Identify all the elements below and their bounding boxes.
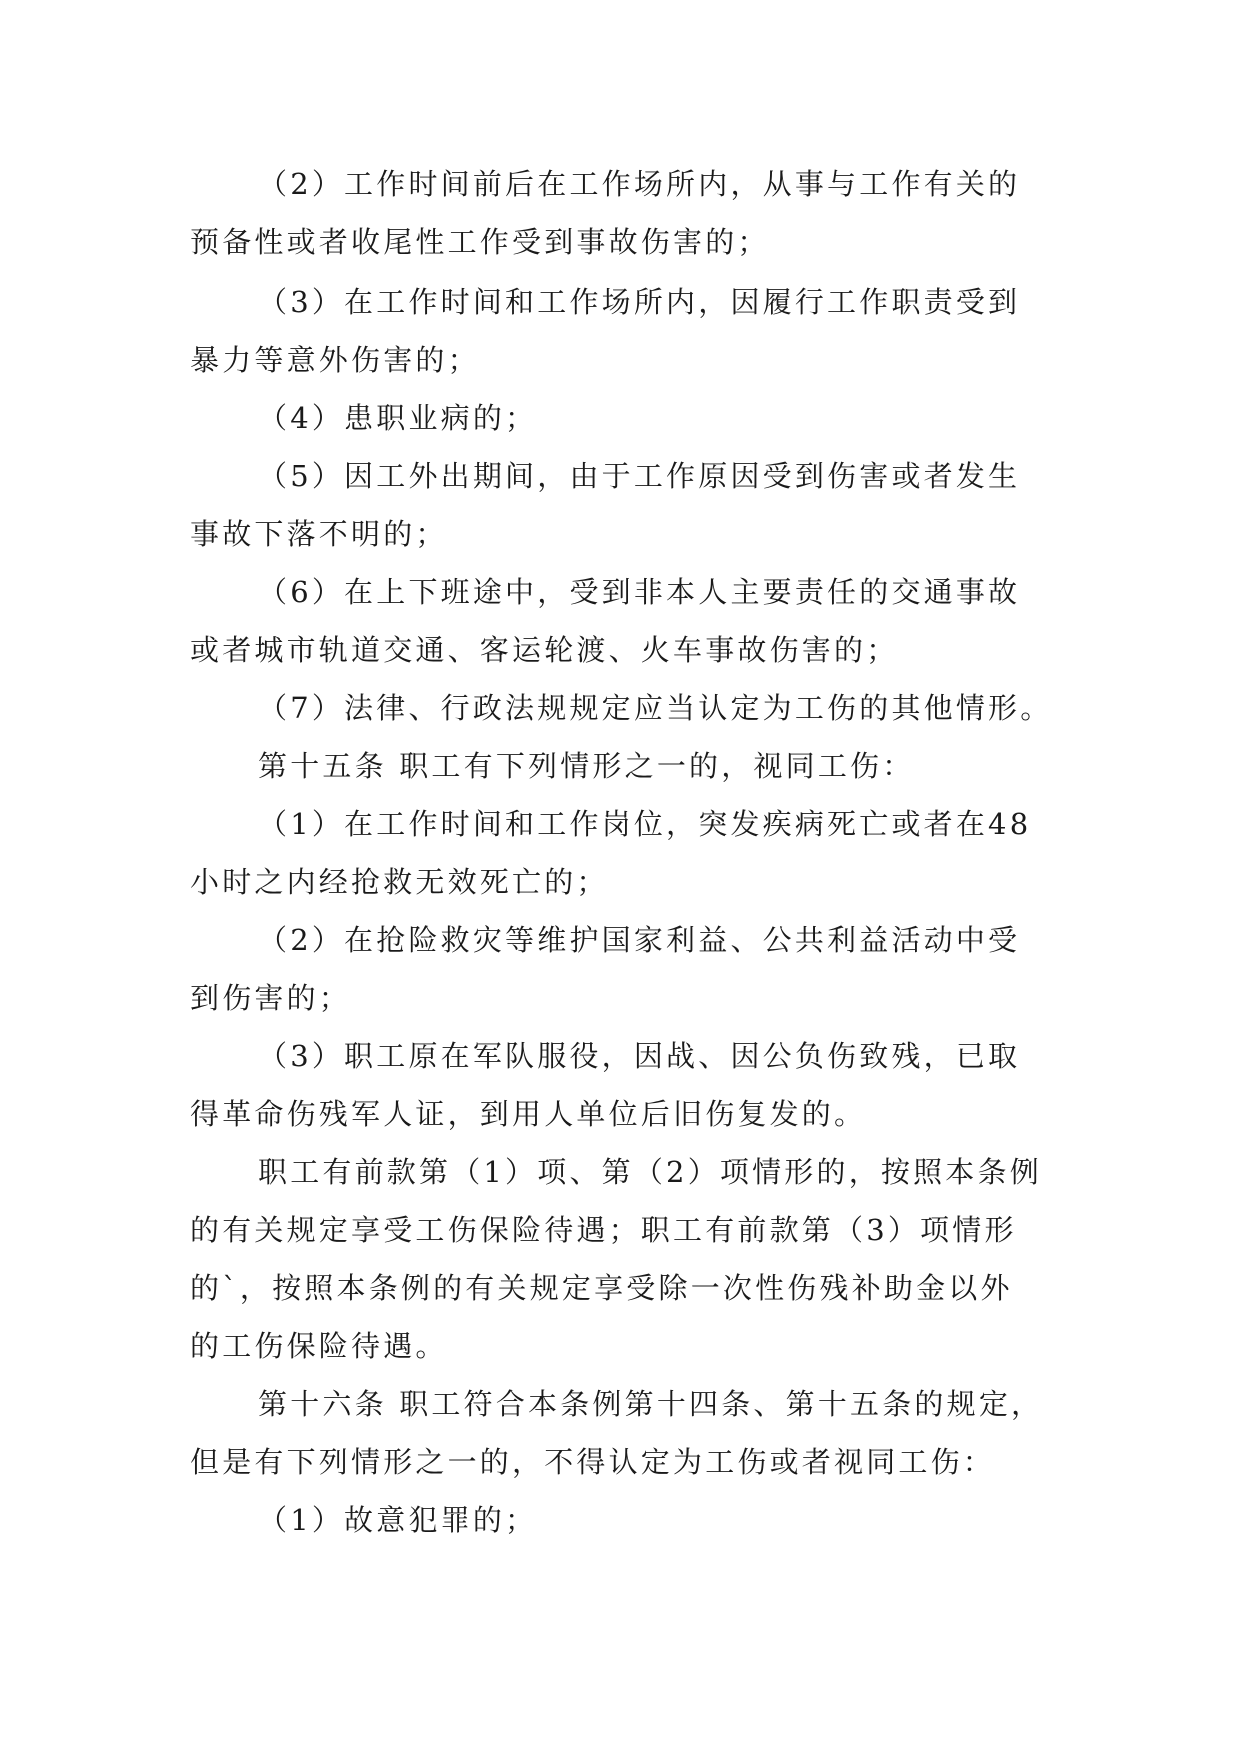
text-line-art15-item-1-start: （1）在工作时间和工作岗位，突发疾病死亡或者在48 xyxy=(258,807,1032,841)
text-line-art15-para-2: 的有关规定享受工伤保险待遇；职工有前款第（3）项情形 xyxy=(190,1213,1017,1247)
text-line-item-2-start: （2）工作时间前后在工作场所内，从事与工作有关的 xyxy=(258,167,1021,201)
text-line-item-5-end: 事故下落不明的； xyxy=(190,517,448,551)
article-15-heading: 第十五条 职工有下列情形之一的，视同工伤： xyxy=(258,749,915,783)
text-line-art15-item-3-end: 得革命伤残军人证，到用人单位后旧伤复发的。 xyxy=(190,1097,867,1131)
text-line-art15-para-3: 的`，按照本条例的有关规定享受除一次性伤残补助金以外 xyxy=(190,1271,1013,1305)
text-line-item-3-start: （3）在工作时间和工作场所内，因履行工作职责受到 xyxy=(258,285,1021,319)
text-line-item-6-start: （6）在上下班途中，受到非本人主要责任的交通事故 xyxy=(258,575,1021,609)
text-line-art15-item-1-end: 小时之内经抢救无效死亡的； xyxy=(190,865,609,899)
text-line-item-6-end: 或者城市轨道交通、客运轮渡、火车事故伤害的； xyxy=(190,633,899,667)
text-line-art15-item-2-start: （2）在抢险救灾等维护国家利益、公共利益活动中受 xyxy=(258,923,1021,957)
text-line-art15-item-3-start: （3）职工原在军队服役，因战、因公负伤致残，已取 xyxy=(258,1039,1021,1073)
text-line-art16-item-1: （1）故意犯罪的； xyxy=(258,1503,538,1537)
text-line-art15-item-2-end: 到伤害的； xyxy=(190,981,352,1015)
text-line-item-3-end: 暴力等意外伤害的； xyxy=(190,343,480,377)
text-line-item-5-start: （5）因工外出期间，由于工作原因受到伤害或者发生 xyxy=(258,459,1021,493)
text-line-item-7: （7）法律、行政法规规定应当认定为工伤的其他情形。 xyxy=(258,691,1053,725)
text-line-item-2-end: 预备性或者收尾性工作受到事故伤害的； xyxy=(190,225,770,259)
article-16-heading: 第十六条 职工符合本条例第十四条、第十五条的规定， xyxy=(258,1387,1044,1421)
text-line-art15-para-4: 的工伤保险待遇。 xyxy=(190,1329,448,1363)
text-line-item-4: （4）患职业病的； xyxy=(258,401,538,435)
text-line-art15-para-1: 职工有前款第（1）项、第（2）项情形的，按照本条例 xyxy=(258,1155,1042,1189)
text-line-art16-cont: 但是有下列情形之一的，不得认定为工伤或者视同工伤： xyxy=(190,1445,996,1479)
